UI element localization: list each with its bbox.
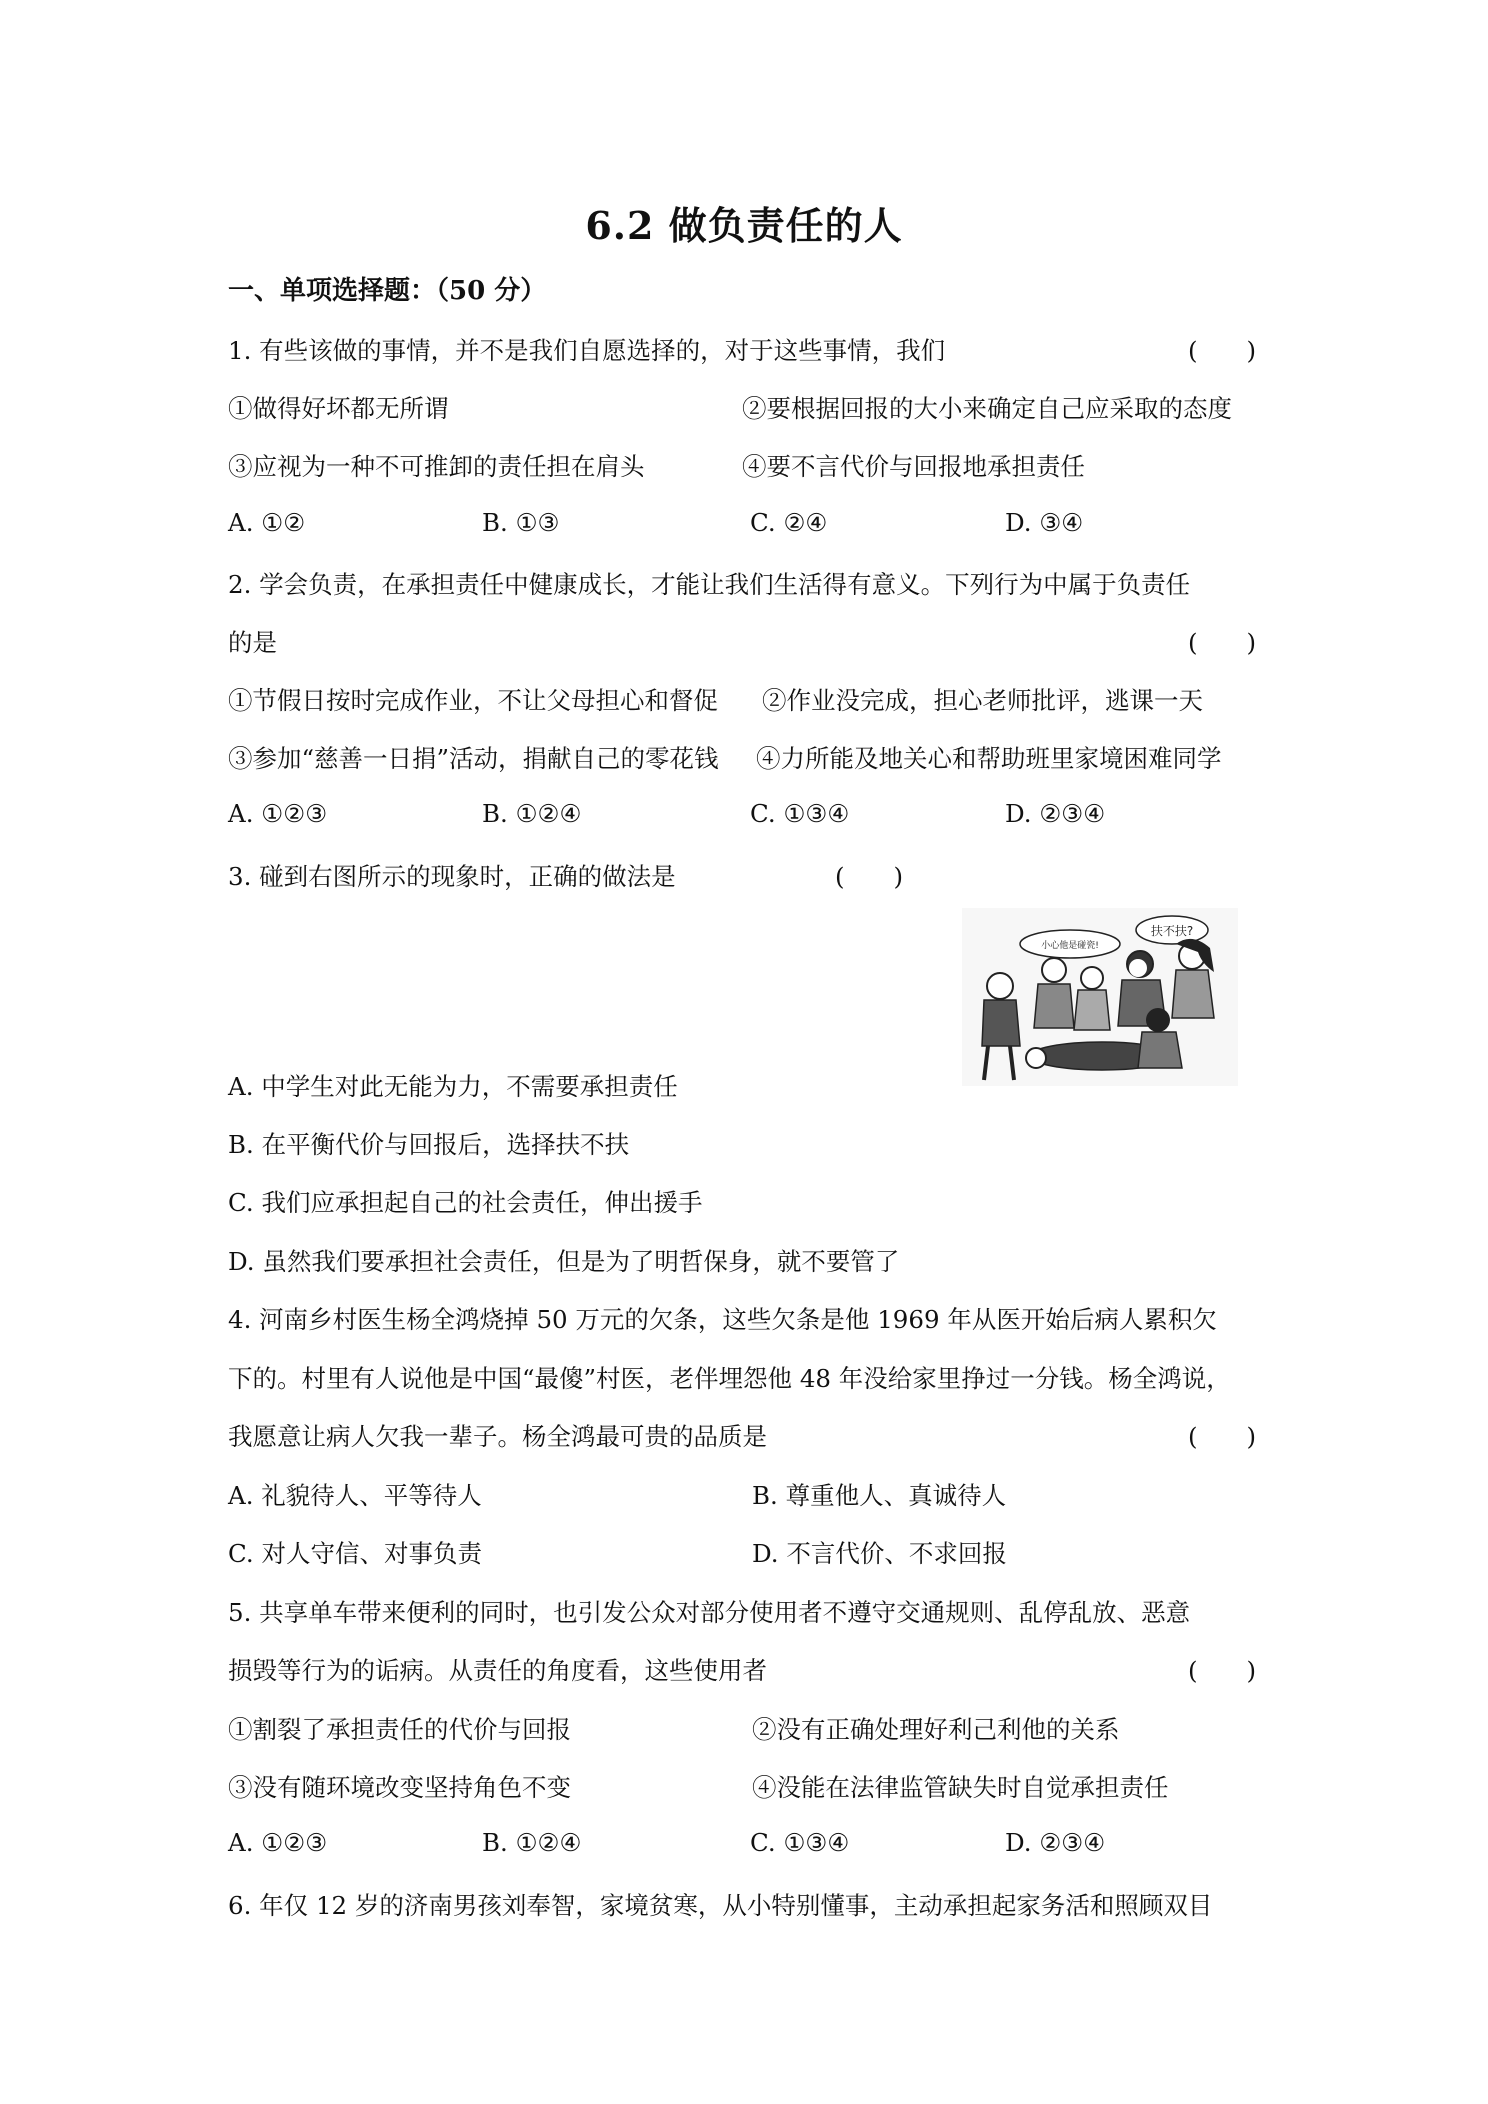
q4-stem-line2: 下的。村里有人说他是中国“最傻”村医，老伴埋怨他 48 年没给家里挣过一分钱。杨全鸿说， [228, 1364, 1231, 1393]
q1-option-c: C. ②④ [750, 508, 828, 537]
q3-option-a: A. 中学生对此无能为力，不需要承担责任 [228, 1072, 678, 1101]
q2-option-c: C. ①③④ [750, 799, 850, 828]
q5-option-b: B. ①②④ [482, 1828, 582, 1857]
q4-option-b: B. 尊重他人、真诚待人 [752, 1481, 1007, 1510]
q2-answer-blank: ( ) [1188, 628, 1257, 657]
q4-answer-blank: ( ) [1188, 1422, 1257, 1451]
section-heading: 一、单项选择题：（50 分） [228, 276, 547, 306]
q1-stem: 1. 有些该做的事情，并不是我们自愿选择的，对于这些事情，我们 [228, 336, 946, 365]
q1-item: ③应视为一种不可推卸的责任担在肩头 [228, 452, 645, 481]
q2-option-a: A. ①②③ [228, 799, 328, 828]
q2-item: ③参加“慈善一日捐”活动，捐献自己的零花钱 [228, 744, 719, 773]
q3-option-c: C. 我们应承担起自己的社会责任，伸出援手 [228, 1188, 703, 1217]
q2-item: ④力所能及地关心和帮助班里家境困难同学 [756, 744, 1222, 773]
q6-stem-line1: 6. 年仅 12 岁的济南男孩刘奉智，家境贫寒，从小特别懂事，主动承担起家务活和照顾双目 [228, 1891, 1213, 1920]
q3-bubble-1-text: 小心他是碰瓷! [1041, 941, 1099, 951]
page-title: 6.2 做负责任的人 [585, 203, 903, 248]
q1-option-d: D. ③④ [1005, 508, 1084, 537]
q3-answer-blank: ( ) [835, 862, 904, 891]
q1-option-b: B. ①③ [482, 508, 560, 537]
q2-option-d: D. ②③④ [1005, 799, 1106, 828]
q3-bubble-2-text: 扶不扶? [1150, 924, 1194, 938]
q1-item: ④要不言代价与回报地承担责任 [742, 452, 1085, 481]
q4-option-a: A. 礼貌待人、平等待人 [228, 1481, 482, 1510]
q1-item: ①做得好坏都无所谓 [228, 394, 449, 423]
q4-stem-line3: 我愿意让病人欠我一辈子。杨全鸿最可贵的品质是 [228, 1422, 767, 1451]
q4-option-c: C. 对人守信、对事负责 [228, 1539, 482, 1568]
q4-option-d: D. 不言代价、不求回报 [752, 1539, 1007, 1568]
q2-item: ②作业没完成，担心老师批评，逃课一天 [762, 686, 1203, 715]
q1-item: ②要根据回报的大小来确定自己应采取的态度 [742, 394, 1232, 423]
q5-answer-blank: ( ) [1188, 1656, 1257, 1685]
q1-option-a: A. ①② [228, 508, 306, 537]
q5-item: ①割裂了承担责任的代价与回报 [228, 1715, 571, 1744]
q3-stem: 3. 碰到右图所示的现象时，正确的做法是 [228, 862, 676, 891]
q1-answer-blank: ( ) [1188, 336, 1257, 365]
q3-option-d: D. 虽然我们要承担社会责任，但是为了明哲保身，就不要管了 [228, 1247, 900, 1276]
q5-item: ②没有正确处理好利己利他的关系 [752, 1715, 1120, 1744]
q5-item: ④没能在法律监管缺失时自觉承担责任 [752, 1773, 1169, 1802]
q5-stem-line2: 损毁等行为的诟病。从责任的角度看，这些使用者 [228, 1656, 767, 1685]
q5-stem-line1: 5. 共享单车带来便利的同时，也引发公众对部分使用者不遵守交通规则、乱停乱放、恶意 [228, 1598, 1191, 1627]
q5-option-a: A. ①②③ [228, 1828, 328, 1857]
q2-stem-line2: 的是 [228, 628, 277, 657]
q3-cartoon-illustration [962, 908, 1238, 1086]
q5-option-d: D. ②③④ [1005, 1828, 1106, 1857]
q2-stem-line1: 2. 学会负责，在承担责任中健康成长，才能让我们生活得有意义。下列行为中属于负责任 [228, 570, 1191, 599]
q2-item: ①节假日按时完成作业，不让父母担心和督促 [228, 686, 718, 715]
q2-option-b: B. ①②④ [482, 799, 582, 828]
q4-stem-line1: 4. 河南乡村医生杨全鸿烧掉 50 万元的欠条，这些欠条是他 1969 年从医开始后病人累积欠 [228, 1305, 1217, 1334]
q3-option-b: B. 在平衡代价与回报后，选择扶不扶 [228, 1130, 630, 1159]
q5-item: ③没有随环境改变坚持角色不变 [228, 1773, 571, 1802]
q5-option-c: C. ①③④ [750, 1828, 850, 1857]
